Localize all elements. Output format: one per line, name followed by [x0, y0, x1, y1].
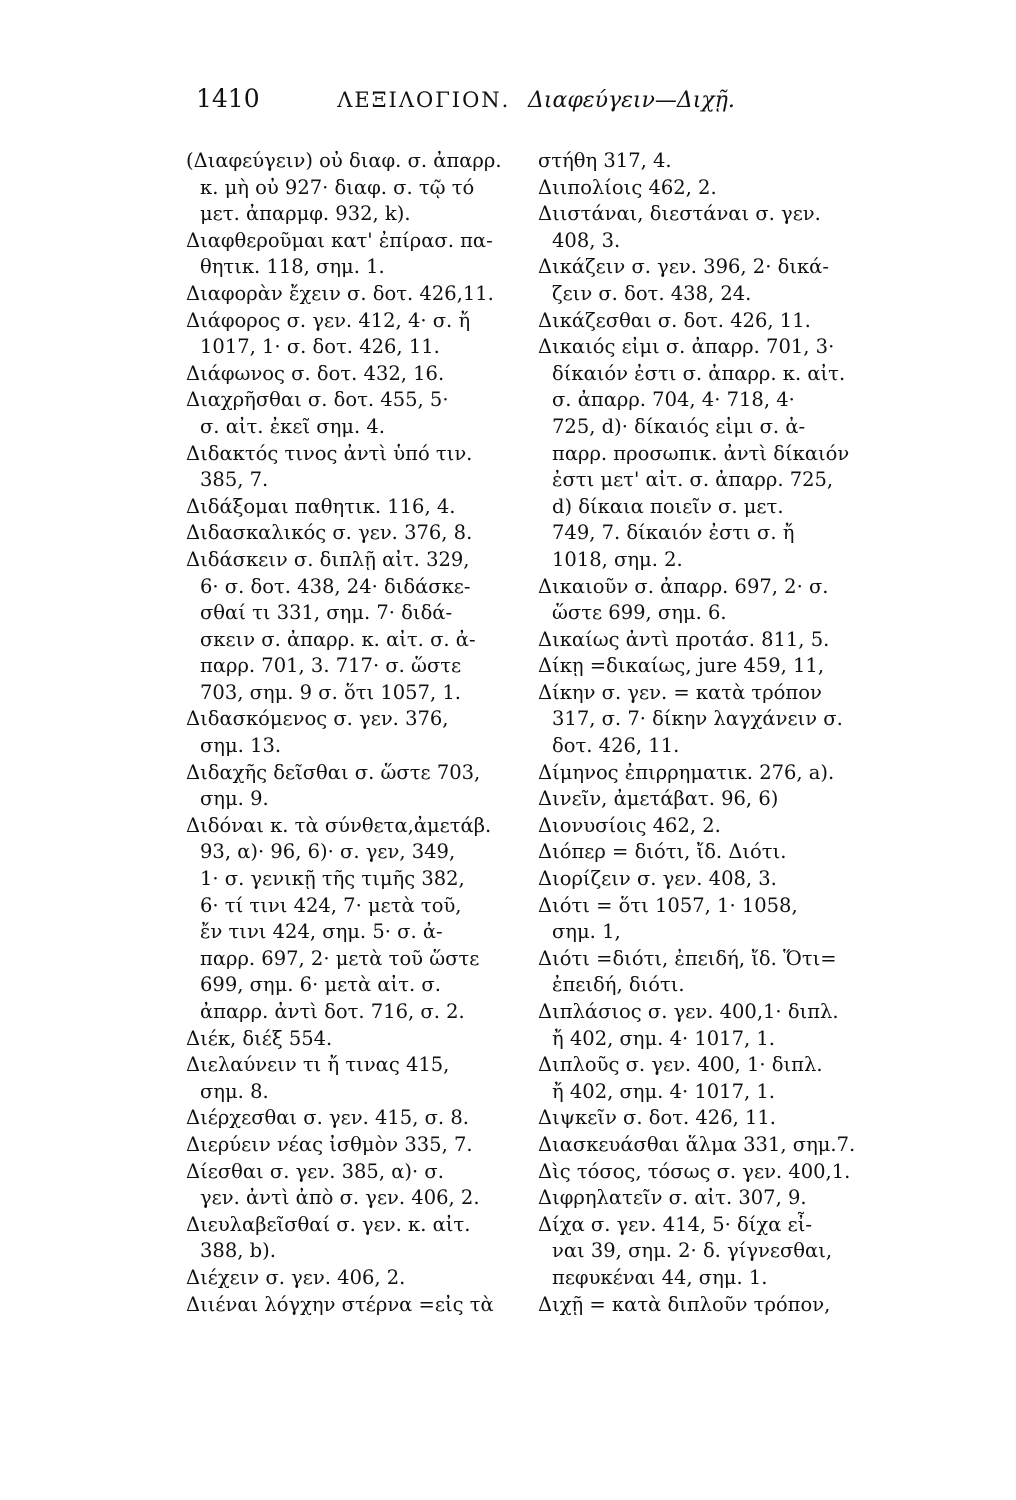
entry-headline: Διχῇ = κατὰ διπλοῦν τρόπον,	[538, 1292, 831, 1316]
running-head	[196, 84, 896, 113]
dictionary-entry	[186, 1026, 544, 1053]
dictionary-entry	[186, 760, 544, 813]
entry-headline: Διδαχῆς δεῖσθαι σ. ὥστε 703,	[186, 760, 481, 784]
page-number: 1410	[196, 84, 260, 113]
dictionary-entry	[538, 148, 910, 175]
dictionary-entry	[186, 308, 544, 361]
dictionary-entry	[186, 228, 544, 281]
entry-headline: Διδάσκειν σ. διπλῇ αἰτ. 329,	[186, 547, 470, 571]
dictionary-entry	[538, 627, 910, 654]
entry-headline: Δίεσθαι σ. γεν. 385, α)· σ.	[186, 1159, 444, 1183]
entry-headline: Διαφορὰν ἔχειν σ. δοτ. 426,11.	[186, 281, 494, 305]
entry-headline: Δικάζεσθαι σ. δοτ. 426, 11.	[538, 308, 811, 332]
entry-continuation: 1· σ. γενικῇ τῆς τιμῆς 382,	[200, 867, 465, 891]
dictionary-entry	[538, 1105, 910, 1132]
entry-continuation: κ. μὴ οὐ 927· διαφ. σ. τῷ τό	[200, 175, 475, 199]
dictionary-entry	[186, 387, 544, 440]
entry-continuation: θητικ. 118, σημ. 1.	[200, 255, 385, 279]
entry-continuation: ναι 39, σημ. 2· δ. γίγνεσθαι,	[552, 1239, 833, 1263]
dictionary-entry	[186, 1052, 544, 1105]
entry-continuation: 1018, σημ. 2.	[552, 547, 683, 571]
entry-continuation: σημ. 1,	[552, 920, 621, 944]
entry-continuation: δίκαιόν ἐστι σ. ἀπαρρ. κ. αἰτ.	[552, 361, 846, 385]
entry-headline: Δὶς τόσος, τόσως σ. γεν. 400,1.	[538, 1159, 851, 1183]
entry-headline: Διονυσίοις 462, 2.	[538, 813, 721, 837]
entry-continuation: 6· σ. δοτ. 438, 24· διδάσκε-	[200, 574, 471, 598]
dictionary-entry	[186, 361, 544, 388]
entry-continuation: 317, σ. 7· δίκην λαγχάνειν σ.	[552, 707, 843, 731]
entry-continuation: παρρ. 701, 3. 717· σ. ὥστε	[200, 654, 462, 678]
dictionary-entry	[538, 653, 910, 680]
entry-headline: Διέκ, διέξ 554.	[186, 1026, 333, 1050]
dictionary-entry	[538, 1292, 910, 1319]
entry-continuation: 699, σημ. 6· μετὰ αἰτ. σ.	[200, 973, 441, 997]
entry-continuation: σθαί τι 331, σημ. 7· διδά-	[200, 601, 453, 625]
entry-headline: Διερύειν νέας ἰσθμὸν 335, 7.	[186, 1132, 473, 1156]
dictionary-entry	[538, 786, 910, 813]
entry-continuation: σημ. 13.	[200, 734, 282, 758]
entry-headline: Διορίζειν σ. γεν. 408, 3.	[538, 867, 777, 891]
dictionary-entry	[186, 813, 544, 1026]
dictionary-entry	[538, 254, 910, 307]
dictionary-entry	[538, 1212, 910, 1292]
entry-headline: Διαφθεροῦμαι κατ' ἐπίρασ. πα-	[186, 228, 493, 252]
entry-continuation: ἔν τινι 424, σημ. 5· σ. ἀ-	[200, 920, 443, 944]
dictionary-entry	[538, 308, 910, 335]
entry-continuation: 93, α)· 96, 6)· σ. γεν, 349,	[200, 840, 456, 864]
entry-headline: Διότι =διότι, ἐπειδή, ἴδ. Ὅτι=	[538, 946, 837, 970]
entry-continuation: ἐστι μετ' αἰτ. σ. ἀπαρρ. 725,	[552, 468, 834, 492]
entry-continuation: ἐπειδή, διότι.	[552, 973, 685, 997]
running-title: ΛΕΞΙΛΟΓΙΟΝ.	[337, 88, 511, 112]
entry-headline: Δικαιός εἰμι σ. ἀπαρρ. 701, 3·	[538, 335, 835, 359]
entry-headline: Διδακτός τινος ἀντὶ ὑπό τιν.	[186, 441, 473, 465]
dictionary-entry	[538, 1132, 910, 1159]
entry-continuation: σημ. 9.	[200, 787, 269, 811]
entry-continuation: 703, σημ. 9 σ. ὅτι 1057, 1.	[200, 680, 461, 704]
entry-continuation: 749, 7. δίκαιόν ἐστι σ. ἤ	[552, 521, 795, 545]
entry-headline: Διελαύνειν τι ἤ τινας 415,	[186, 1053, 450, 1077]
dictionary-entry	[186, 441, 544, 494]
entry-headline: Δίμηνος ἐπιρρηματικ. 276, a).	[538, 760, 835, 784]
entry-continuation: ἤ 402, σημ. 4· 1017, 1.	[552, 1026, 775, 1050]
entry-headline: Διέχειν σ. γεν. 406, 2.	[186, 1265, 406, 1289]
dictionary-entry	[538, 839, 910, 866]
entry-continuation: 388, b).	[200, 1239, 276, 1263]
entry-headline: Δικάζειν σ. γεν. 396, 2· δικά-	[538, 255, 829, 279]
dictionary-entry	[538, 866, 910, 893]
dictionary-entry	[186, 1265, 544, 1292]
entry-headline: Διευλαβεῖσθαί σ. γεν. κ. αἰτ.	[186, 1212, 471, 1236]
entry-continuation: γεν. ἀντὶ ἀπὸ σ. γεν. 406, 2.	[200, 1186, 480, 1210]
entry-headline: Διασκευάσθαι ἅλμα 331, σημ.7.	[538, 1132, 856, 1156]
dictionary-entry	[538, 334, 910, 573]
entry-headline: Διδόναι κ. τὰ σύνθετα,ἀμετάβ.	[186, 813, 492, 837]
entry-continuation: ἀπαρρ. ἀντὶ δοτ. 716, σ. 2.	[200, 1000, 465, 1023]
dictionary-entry	[538, 893, 910, 946]
entry-continuation: ζειν σ. δοτ. 438, 24.	[552, 281, 752, 305]
entry-continuation: 725, d)· δίκαιός εἰμι σ. ἀ-	[552, 414, 806, 438]
entry-continuation: ἤ 402, σημ. 4· 1017, 1.	[552, 1079, 775, 1103]
dictionary-entry	[538, 574, 910, 627]
dictionary-entry	[186, 281, 544, 308]
entry-headline: Δικαιοῦν σ. ἀπαρρ. 697, 2· σ.	[538, 574, 829, 598]
dictionary-entry	[538, 201, 910, 254]
dictionary-entry	[186, 1292, 544, 1319]
entry-headline: Διαχρῆσθαι σ. δοτ. 455, 5·	[186, 388, 449, 412]
dictionary-entry	[186, 148, 544, 228]
entry-headline: Δινεῖν, ἀμετάβατ. 96, 6)	[538, 787, 779, 811]
entry-headline: Διπλάσιος σ. γεν. 400,1· διπλ.	[538, 1000, 839, 1023]
entry-continuation: ὥστε 699, σημ. 6.	[552, 601, 727, 625]
entry-headline: Δίχα σ. γεν. 414, 5· δίχα εἶ-	[538, 1212, 812, 1236]
entry-continuation: σημ. 8.	[200, 1079, 269, 1103]
entry-headline: Διάφωνος σ. δοτ. 432, 16.	[186, 361, 445, 385]
entry-continuation: 1017, 1· σ. δοτ. 426, 11.	[200, 335, 440, 359]
entry-headline: Δικαίως ἀντὶ προτάσ. 811, 5.	[538, 627, 830, 651]
entry-continuation: μετ. ἀπαρμφ. 932, k).	[200, 202, 411, 226]
entry-continuation: σ. αἰτ. ἐκεῖ σημ. 4.	[200, 414, 385, 438]
entry-headline: Δίκην σ. γεν. = κατὰ τρόπον	[538, 680, 822, 704]
entry-continuation: 385, 7.	[200, 468, 269, 492]
dictionary-entry	[186, 494, 544, 521]
entry-continuation: δοτ. 426, 11.	[552, 734, 680, 758]
entry-continuation: παρρ. 697, 2· μετὰ τοῦ ὥστε	[200, 946, 480, 970]
dictionary-entry	[538, 999, 910, 1052]
entry-headline: Διψκεῖν σ. δοτ. 426, 11.	[538, 1106, 777, 1130]
entry-headline: Διδασκαλικός σ. γεν. 376, 8.	[186, 521, 473, 545]
entry-headline: Δίκῃ =δικαίως, jure 459, 11,	[538, 654, 825, 678]
entry-headline: Διόπερ = διότι, ἴδ. Διότι.	[538, 840, 787, 864]
left-column	[186, 148, 544, 1318]
entry-headline: Διιέναι λόγχην στέρνα =εἰς τὰ	[186, 1292, 494, 1316]
headword-range: Διαφεύγειν—Διχῇ.	[528, 88, 735, 113]
entry-headline: Διέρχεσθαι σ. γεν. 415, σ. 8.	[186, 1106, 469, 1130]
entry-headline: Διιστάναι, διεστάναι σ. γεν.	[538, 202, 821, 226]
entry-headline: Διφρηλατεῖν σ. αἰτ. 307, 9.	[538, 1186, 807, 1210]
entry-headline: Διδάξομαι παθητικ. 116, 4.	[186, 494, 456, 518]
dictionary-entry	[186, 1105, 544, 1132]
dictionary-entry	[538, 1052, 910, 1105]
entry-continuation: 6· τί τινι 424, 7· μετὰ τοῦ,	[200, 893, 462, 917]
entry-continuation: πεφυκέναι 44, σημ. 1.	[552, 1265, 768, 1289]
entry-continuation: d) δίκαια ποιεῖν σ. μετ.	[552, 494, 784, 518]
entry-continuation: 408, 3.	[552, 228, 621, 252]
dictionary-entry	[538, 760, 910, 787]
dictionary-entry	[186, 520, 544, 547]
dictionary-entry	[538, 1159, 910, 1186]
entry-headline: Διάφορος σ. γεν. 412, 4· σ. ἤ	[186, 308, 471, 332]
dictionary-entry	[538, 813, 910, 840]
entry-headline: στήθη 317, 4.	[538, 149, 672, 172]
dictionary-entry	[186, 1132, 544, 1159]
dictionary-entry	[538, 1185, 910, 1212]
dictionary-entry	[538, 175, 910, 202]
dictionary-entry	[186, 706, 544, 759]
dictionary-entry	[538, 680, 910, 760]
entry-headline: Διότι = ὅτι 1057, 1· 1058,	[538, 893, 798, 917]
entry-headline: Διδασκόμενος σ. γεν. 376,	[186, 707, 449, 731]
entry-continuation: σκειν σ. ἀπαρρ. κ. αἰτ. σ. ἀ-	[200, 627, 476, 651]
entry-headline: Διιπολίοις 462, 2.	[538, 175, 717, 199]
dictionary-entry	[538, 946, 910, 999]
dictionary-entry	[186, 1159, 544, 1212]
entry-continuation: παρρ. προσωπικ. ἀντὶ δίκαιόν	[552, 441, 850, 465]
dictionary-entry	[186, 547, 544, 707]
entry-continuation: σ. ἀπαρρ. 704, 4· 718, 4·	[552, 388, 795, 412]
entry-headline: (Διαφεύγειν) οὐ διαφ. σ. ἀπαρρ.	[186, 149, 502, 172]
dictionary-entry	[186, 1212, 544, 1265]
entry-headline: Διπλοῦς σ. γεν. 400, 1· διπλ.	[538, 1053, 823, 1077]
right-column	[538, 148, 910, 1318]
